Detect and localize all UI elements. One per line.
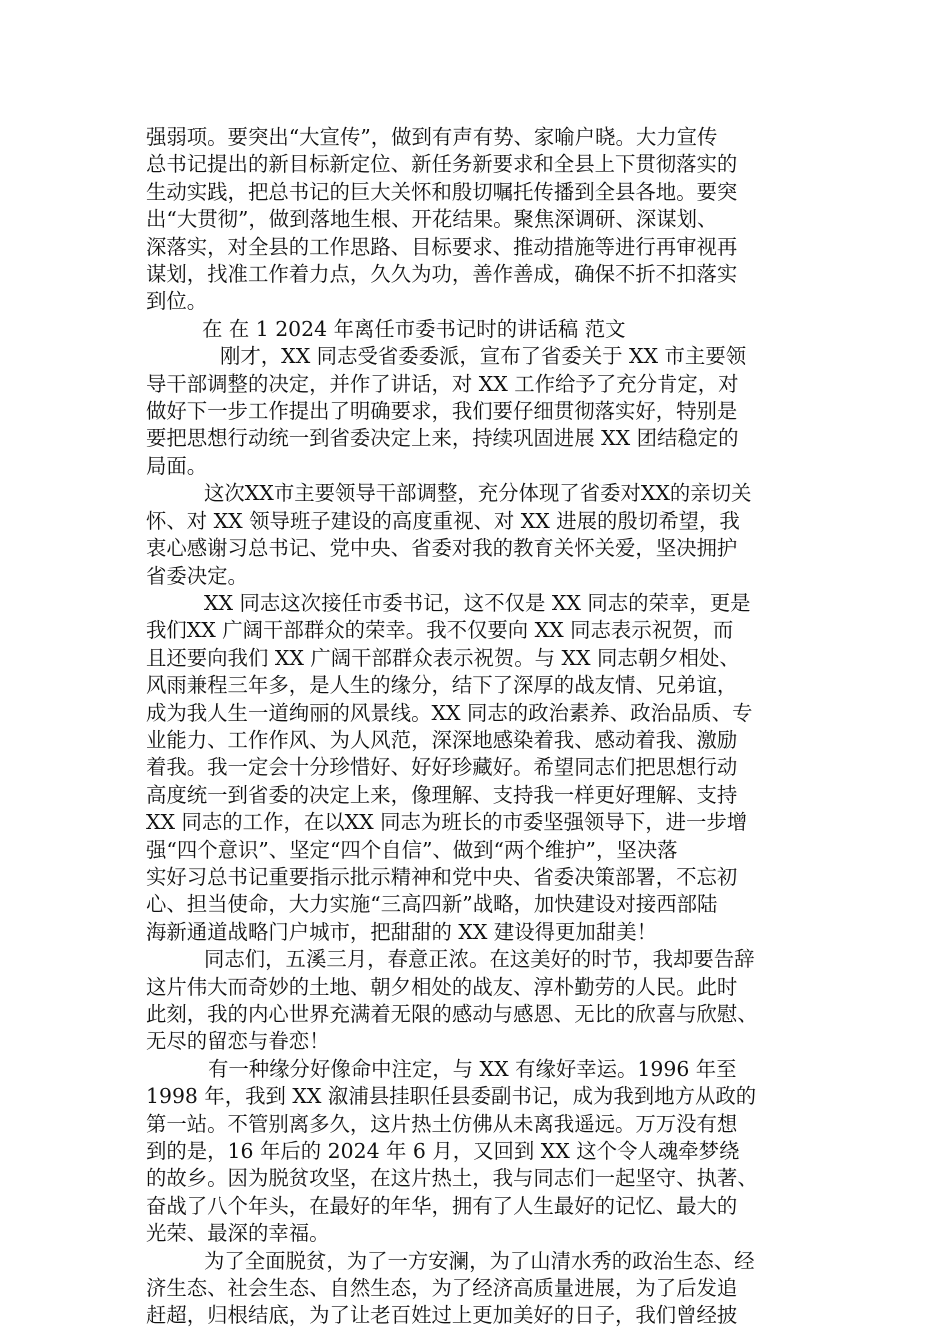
text-line: 这次XX市主要领导干部调整，充分体现了省委对XX的亲切关 xyxy=(204,481,752,506)
paragraph-continuation xyxy=(146,124,810,316)
text-line: 无尽的留恋与眷恋！ xyxy=(146,1029,330,1054)
text-line: 强“四个意识”、坚定“四个自信”、做到“两个维护”，坚决落 xyxy=(146,837,678,862)
text-line: 到的是，16 年后的 2024 年 6 月，又回到 XX 这个令人魂牵梦绕 xyxy=(146,1139,740,1164)
text-line: 为了全面脱贫，为了一方安澜，为了山清水秀的政治生态、经 xyxy=(204,1248,755,1273)
text-line: 此刻，我的内心世界充满着无限的感动与感恩、无比的欣喜与欣慰、 xyxy=(146,1002,758,1026)
text-line: 局面。 xyxy=(146,453,208,478)
text-line: 业能力、工作作风、为人风范，深深地感染着我、感动着我、激励 xyxy=(146,727,738,752)
document-page xyxy=(146,124,810,1330)
text-line: 赶超，归根结底，为了让老百姓过上更加美好的日子，我们曾经披 xyxy=(146,1303,738,1328)
document-title xyxy=(146,316,810,343)
paragraph-3 xyxy=(146,590,810,946)
text-line: XX 同志的工作，在以XX 同志为班长的市委坚强领导下，进一步增 xyxy=(146,810,748,835)
text-line: 且还要向我们 XX 广阔干部群众表示祝贺。与 XX 同志朝夕相处、 xyxy=(146,645,740,670)
paragraph-2 xyxy=(146,480,810,590)
text-line: 生动实践，把总书记的巨大关怀和殷切嘱托传播到全县各地。要突 xyxy=(146,179,738,204)
text-line: 深落实，对全县的工作思路、目标要求、推动措施等进行再审视再 xyxy=(146,234,738,259)
text-line: 强弱项。要突出“大宣传”，做到有声有势、家喻户晓。大力宣传 xyxy=(146,125,718,149)
text-line: 谋划，找准工作着力点，久久为功，善作善成，确保不折不扣落实 xyxy=(146,262,738,287)
text-line: 1998 年，我到 XX 溆浦县挂职任县委副书记，成为我到地方从政的 xyxy=(146,1084,757,1109)
text-line: 总书记提出的新目标新定位、新任务新要求和全县上下贯彻落实的 xyxy=(146,152,738,177)
paragraph-1 xyxy=(146,343,810,480)
text-line: 做好下一步工作提出了明确要求，我们要仔细贯彻落实好，特别是 xyxy=(146,399,738,424)
text-line: 省委决定。 xyxy=(146,563,248,588)
text-line: 高度统一到省委的决定上来，像理解、支持我一样更好理解、支持 xyxy=(146,782,738,807)
text-line: 海新通道战略门户城市，把甜甜的 XX 建设得更加甜美！ xyxy=(146,919,657,944)
text-line: 同志们，五溪三月，春意正浓。在这美好的时节，我却要告辞 xyxy=(204,947,755,972)
text-line: XX 同志这次接任市委书记，这不仅是 XX 同志的荣幸，更是 xyxy=(204,590,751,615)
title-line: 在 在 1 2024 年离任市委书记时的讲话稿 范文 xyxy=(202,316,626,341)
text-line: 有一种缘分好像命中注定，与 XX 有缘好幸运。1996 年至 xyxy=(208,1056,737,1081)
paragraph-6 xyxy=(146,1248,810,1330)
text-line: 到位。 xyxy=(146,289,208,314)
text-line: 第一站。不管别离多久，这片热土仿佛从未离我遥远。万万没有想 xyxy=(146,1111,738,1136)
text-line: 导干部调整的决定，并作了讲话，对 XX 工作给予了充分肯定，对 xyxy=(146,371,739,396)
text-line: 心、担当使命，大力实施“三高四新”战略，加快建设对接西部陆 xyxy=(146,892,718,917)
text-line: 着我。我一定会十分珍惜好、好好珍藏好。希望同志们把思想行动 xyxy=(146,755,738,780)
text-line: 成为我人生一道绚丽的风景线。XX 同志的政治素养、政治品质、专 xyxy=(146,700,753,725)
text-line: 我们XX 广阔干部群众的荣幸。我不仅要向 XX 同志表示祝贺，而 xyxy=(146,618,734,643)
text-line: 实好习总书记重要指示批示精神和党中央、省委决策部署，不忘初 xyxy=(146,864,738,889)
text-line: 的故乡。因为脱贫攻坚，在这片热土，我与同志们一起坚守、执著、 xyxy=(146,1166,758,1191)
text-line: 奋战了八个年头，在最好的年华，拥有了人生最好的记忆、最大的 xyxy=(146,1193,738,1218)
paragraph-4 xyxy=(146,946,810,1056)
paragraph-5 xyxy=(146,1056,810,1248)
text-line: 这片伟大而奇妙的土地、朝夕相处的战友、淳朴勤劳的人民。此时 xyxy=(146,974,738,999)
text-line: 济生态、社会生态、自然生态，为了经济高质量进展，为了后发追 xyxy=(146,1276,738,1301)
text-line: 光荣、最深的幸福。 xyxy=(146,1221,330,1246)
text-line: 出“大贯彻”，做到落地生根、开花结果。聚焦深调研、深谋划、 xyxy=(146,207,718,232)
text-line: 衷心感谢习总书记、党中央、省委对我的教育关怀关爱，坚决拥护 xyxy=(146,536,738,561)
text-line: 刚才，XX 同志受省委委派，宣布了省委关于 XX 市主要领 xyxy=(220,344,747,369)
text-line: 要把思想行动统一到省委决定上来，持续巩固进展 XX 团结稳定的 xyxy=(146,426,739,451)
text-line: 怀、对 XX 领导班子建设的高度重视、对 XX 进展的殷切希望，我 xyxy=(146,508,740,533)
text-line: 风雨兼程三年多，是人生的缘分，结下了深厚的战友情、兄弟谊， xyxy=(146,673,738,698)
